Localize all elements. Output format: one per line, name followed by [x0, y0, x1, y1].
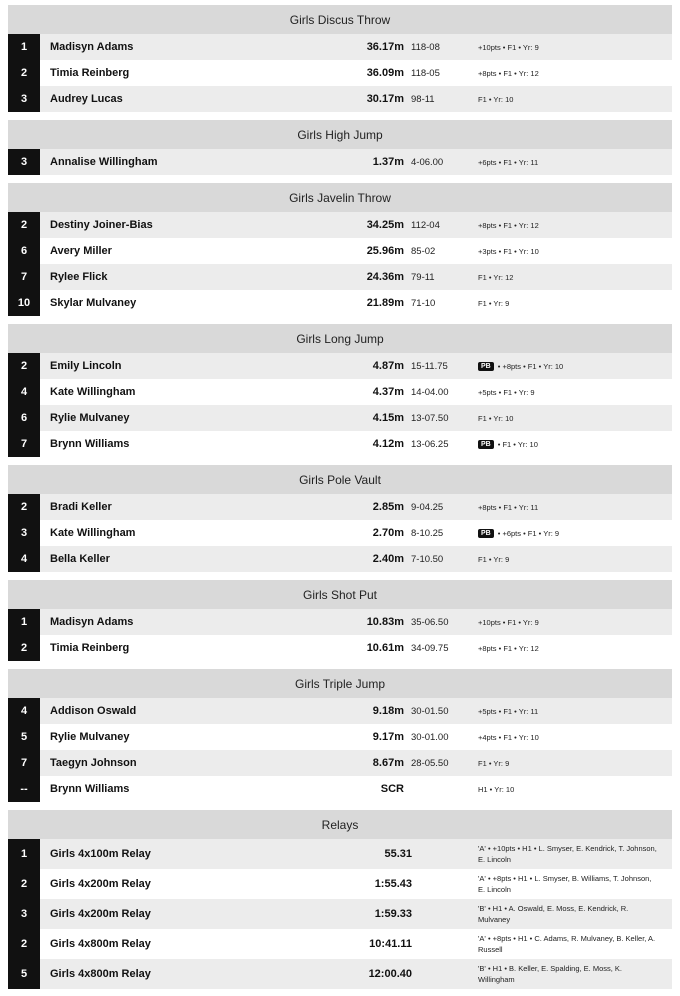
result-imperial: 85-02: [411, 245, 436, 257]
result-info: +8pts • F1 • Yr: 11: [478, 502, 539, 512]
result-imperial: 14-04.00: [411, 386, 449, 398]
result-mark: 1.37m: [372, 156, 404, 168]
result-info: F1 • Yr: 9: [478, 758, 510, 768]
result-info: +8pts • F1 • Yr: 12: [478, 68, 539, 78]
athlete-name[interactable]: Timia Reinberg: [50, 642, 130, 654]
athlete-name[interactable]: Emily Lincoln: [50, 360, 122, 372]
athlete-name[interactable]: Kate Willingham: [50, 386, 136, 398]
relay-team-info: 'B' • H1 • B. Keller, E. Spalding, E. Moss, K. Willingham: [478, 964, 623, 984]
result-details: [478, 273, 513, 282]
result-info: +5pts • F1 • Yr: 9: [478, 387, 535, 397]
result-details: [478, 299, 509, 308]
result-mark: 9.18m: [372, 705, 404, 717]
result-mark: 2.70m: [372, 527, 404, 539]
result-imperial: 13-06.25: [411, 438, 449, 450]
relay-team-info: 'A' • +8pts • H1 • C. Adams, R. Mulvaney, B. Keller, A. Russell: [478, 934, 656, 954]
result-imperial: 118-05: [411, 67, 440, 79]
place-badge: 2: [8, 929, 40, 959]
event-title: Girls Javelin Throw: [8, 183, 672, 212]
place-badge: 5: [8, 724, 40, 750]
result-mark: 34.25m: [366, 219, 404, 231]
result-imperial: 7-10.50: [411, 553, 444, 565]
result-details: [478, 707, 538, 716]
result-info: F1 • Yr: 9: [478, 298, 510, 308]
result-imperial: 9-04.25: [411, 501, 444, 513]
result-row[interactable]: [8, 34, 672, 60]
relay-name[interactable]: Girls 4x800m Relay: [50, 938, 151, 950]
athlete-name[interactable]: Rylie Mulvaney: [50, 731, 130, 743]
result-details: [478, 759, 509, 768]
result-info: +5pts • F1 • Yr: 11: [478, 706, 539, 716]
relay-name[interactable]: Girls 4x100m Relay: [50, 848, 151, 860]
result-mark: 4.37m: [372, 386, 404, 398]
place-badge: 2: [8, 353, 40, 379]
result-info: +10pts • F1 • Yr: 9: [478, 42, 539, 52]
result-mark: 10.61m: [366, 642, 404, 654]
event-title: Girls Long Jump: [8, 324, 672, 353]
result-imperial: 8-10.25: [411, 527, 444, 539]
place-badge: 10: [8, 290, 40, 316]
place-badge: 2: [8, 869, 40, 899]
relay-team-info: 'A' • +10pts • H1 • L. Smyser, E. Kendrick, T. Johnson, E. Lincoln: [478, 844, 657, 864]
result-row[interactable]: [8, 776, 672, 802]
athlete-name[interactable]: Avery Miller: [50, 245, 112, 257]
place-badge: 5: [8, 959, 40, 989]
result-imperial: 30-01.00: [411, 731, 449, 743]
result-row[interactable]: [8, 494, 672, 520]
relay-row[interactable]: [8, 929, 672, 959]
place-badge: 3: [8, 520, 40, 546]
relay-name[interactable]: Girls 4x200m Relay: [50, 908, 151, 920]
place-badge: 4: [8, 379, 40, 405]
event-section: [8, 5, 672, 112]
relay-name[interactable]: Girls 4x200m Relay: [50, 878, 151, 890]
result-imperial: 118-08: [411, 41, 440, 53]
event-title: Relays: [8, 810, 672, 839]
result-details: [478, 362, 563, 371]
result-details: [478, 618, 539, 627]
place-badge: 4: [8, 698, 40, 724]
result-imperial: 71-10: [411, 297, 436, 309]
result-mark: 25.96m: [366, 245, 404, 257]
result-details: [478, 158, 538, 167]
place-badge: 1: [8, 609, 40, 635]
event-section: [8, 580, 672, 661]
result-details: [478, 529, 559, 538]
result-row[interactable]: [8, 238, 672, 264]
result-imperial: 98-11: [411, 93, 435, 105]
result-row[interactable]: [8, 212, 672, 238]
event-title: Girls High Jump: [8, 120, 672, 149]
relay-row[interactable]: [8, 899, 672, 929]
event-title: Girls Pole Vault: [8, 465, 672, 494]
result-info: +8pts • F1 • Yr: 12: [478, 643, 539, 653]
place-badge: --: [8, 776, 40, 802]
relay-team-info: 'A' • +8pts • H1 • L. Smyser, B. Williams, T. Johnson, E. Lincoln: [478, 874, 652, 894]
event-section: [8, 669, 672, 802]
result-info: • F1 • Yr: 10: [497, 439, 538, 449]
result-row[interactable]: [8, 60, 672, 86]
result-row[interactable]: [8, 431, 672, 457]
result-imperial: 28-05.50: [411, 757, 449, 769]
result-row[interactable]: [8, 264, 672, 290]
athlete-name[interactable]: Kate Willingham: [50, 527, 136, 539]
athlete-name[interactable]: Destiny Joiner-Bias: [50, 219, 153, 231]
result-details: [478, 733, 539, 742]
result-details: [478, 503, 538, 512]
result-mark: 55.31: [384, 848, 412, 860]
result-info: F1 • Yr: 10: [478, 413, 514, 423]
result-details: [478, 247, 539, 256]
result-row[interactable]: [8, 405, 672, 431]
athlete-name[interactable]: Bradi Keller: [50, 501, 112, 513]
result-mark: 10.83m: [366, 616, 404, 628]
pb-badge: PB: [478, 529, 494, 538]
result-row[interactable]: [8, 724, 672, 750]
result-mark: 21.89m: [366, 297, 404, 309]
place-badge: 2: [8, 494, 40, 520]
result-imperial: 35-06.50: [411, 616, 449, 628]
result-row[interactable]: [8, 149, 672, 175]
result-imperial: 13-07.50: [411, 412, 449, 424]
relay-name[interactable]: Girls 4x800m Relay: [50, 968, 151, 980]
result-row[interactable]: [8, 609, 672, 635]
result-mark: 10:41.11: [369, 938, 412, 950]
relay-row[interactable]: [8, 839, 672, 869]
place-badge: 6: [8, 238, 40, 264]
result-info: H1 • Yr: 10: [478, 784, 515, 794]
result-imperial: 30-01.50: [411, 705, 449, 717]
result-info: F1 • Yr: 10: [478, 94, 514, 104]
result-mark: 36.09m: [366, 67, 404, 79]
result-mark: 12:00.40: [368, 968, 412, 980]
result-details: [478, 785, 514, 794]
result-details: [478, 555, 509, 564]
result-mark: 2.85m: [372, 501, 404, 513]
result-info: +8pts • F1 • Yr: 12: [478, 220, 539, 230]
athlete-name[interactable]: Annalise Willingham: [50, 156, 158, 168]
result-mark: 4.87m: [372, 360, 404, 372]
result-mark: 1:59.33: [374, 908, 412, 920]
athlete-name[interactable]: Timia Reinberg: [50, 67, 130, 79]
result-info: +10pts • F1 • Yr: 9: [478, 617, 539, 627]
athlete-name[interactable]: Audrey Lucas: [50, 93, 123, 105]
result-details: [478, 95, 513, 104]
place-badge: 3: [8, 149, 40, 175]
result-details: [478, 644, 539, 653]
result-row[interactable]: [8, 379, 672, 405]
athlete-name[interactable]: Addison Oswald: [50, 705, 137, 717]
place-badge: 7: [8, 431, 40, 457]
result-info: F1 • Yr: 12: [478, 272, 514, 282]
relays-section: [8, 810, 672, 989]
result-mark: 24.36m: [366, 271, 404, 283]
place-badge: 7: [8, 750, 40, 776]
result-mark: SCR: [380, 783, 404, 795]
pb-badge: PB: [478, 362, 494, 371]
place-badge: 4: [8, 546, 40, 572]
athlete-name[interactable]: Madisyn Adams: [50, 41, 134, 53]
result-details: [478, 414, 513, 423]
result-row[interactable]: [8, 750, 672, 776]
event-title: Girls Triple Jump: [8, 669, 672, 698]
result-mark: 2.40m: [372, 553, 404, 565]
result-info: +6pts • F1 • Yr: 11: [478, 157, 539, 167]
place-badge: 7: [8, 264, 40, 290]
place-badge: 2: [8, 212, 40, 238]
relay-row[interactable]: [8, 869, 672, 899]
result-info: • +6pts • F1 • Yr: 9: [497, 528, 560, 538]
result-details: [478, 43, 539, 52]
result-row[interactable]: [8, 290, 672, 316]
result-details: [478, 221, 539, 230]
event-section: [8, 120, 672, 175]
result-mark: 4.12m: [372, 438, 404, 450]
athlete-name[interactable]: Rylee Flick: [50, 271, 108, 283]
athlete-name[interactable]: Madisyn Adams: [50, 616, 134, 628]
athlete-name[interactable]: Skylar Mulvaney: [50, 297, 137, 309]
result-imperial: 112-04: [411, 219, 440, 231]
place-badge: 1: [8, 34, 40, 60]
result-mark: 30.17m: [366, 93, 404, 105]
result-row[interactable]: [8, 520, 672, 546]
result-row[interactable]: [8, 353, 672, 379]
result-mark: 8.67m: [372, 757, 404, 769]
athlete-name[interactable]: Rylie Mulvaney: [50, 412, 130, 424]
result-info: +4pts • F1 • Yr: 10: [478, 732, 539, 742]
result-imperial: 15-11.75: [411, 360, 448, 372]
pb-badge: PB: [478, 440, 494, 449]
relay-team-info: 'B' • H1 • A. Oswald, E. Moss, E. Kendrick, R. Mulvaney: [478, 904, 629, 924]
result-row[interactable]: [8, 698, 672, 724]
result-imperial: 4-06.00: [411, 156, 444, 168]
result-mark: 1:55.43: [374, 878, 412, 890]
athlete-name[interactable]: Brynn Williams: [50, 438, 130, 450]
result-imperial: 79-11: [411, 271, 435, 283]
athlete-name[interactable]: Taegyn Johnson: [50, 757, 137, 769]
place-badge: 3: [8, 899, 40, 929]
event-section: [8, 183, 672, 316]
place-badge: 1: [8, 839, 40, 869]
result-mark: 4.15m: [372, 412, 404, 424]
athlete-name[interactable]: Bella Keller: [50, 553, 110, 565]
result-row[interactable]: [8, 86, 672, 112]
result-info: +3pts • F1 • Yr: 10: [478, 246, 539, 256]
event-section: [8, 324, 672, 457]
result-imperial: 34-09.75: [411, 642, 449, 654]
result-details: [478, 69, 539, 78]
result-info: F1 • Yr: 9: [478, 554, 510, 564]
place-badge: 3: [8, 86, 40, 112]
event-title: Girls Discus Throw: [8, 5, 672, 34]
event-section: [8, 465, 672, 572]
result-details: [478, 388, 535, 397]
place-badge: 6: [8, 405, 40, 431]
result-mark: 36.17m: [366, 41, 404, 53]
result-row[interactable]: [8, 635, 672, 661]
event-title: Girls Shot Put: [8, 580, 672, 609]
result-mark: 9.17m: [372, 731, 404, 743]
result-details: [478, 440, 538, 449]
relay-row[interactable]: [8, 959, 672, 989]
result-info: • +8pts • F1 • Yr: 10: [497, 361, 564, 371]
result-row[interactable]: [8, 546, 672, 572]
athlete-name[interactable]: Brynn Williams: [50, 783, 130, 795]
place-badge: 2: [8, 635, 40, 661]
place-badge: 2: [8, 60, 40, 86]
